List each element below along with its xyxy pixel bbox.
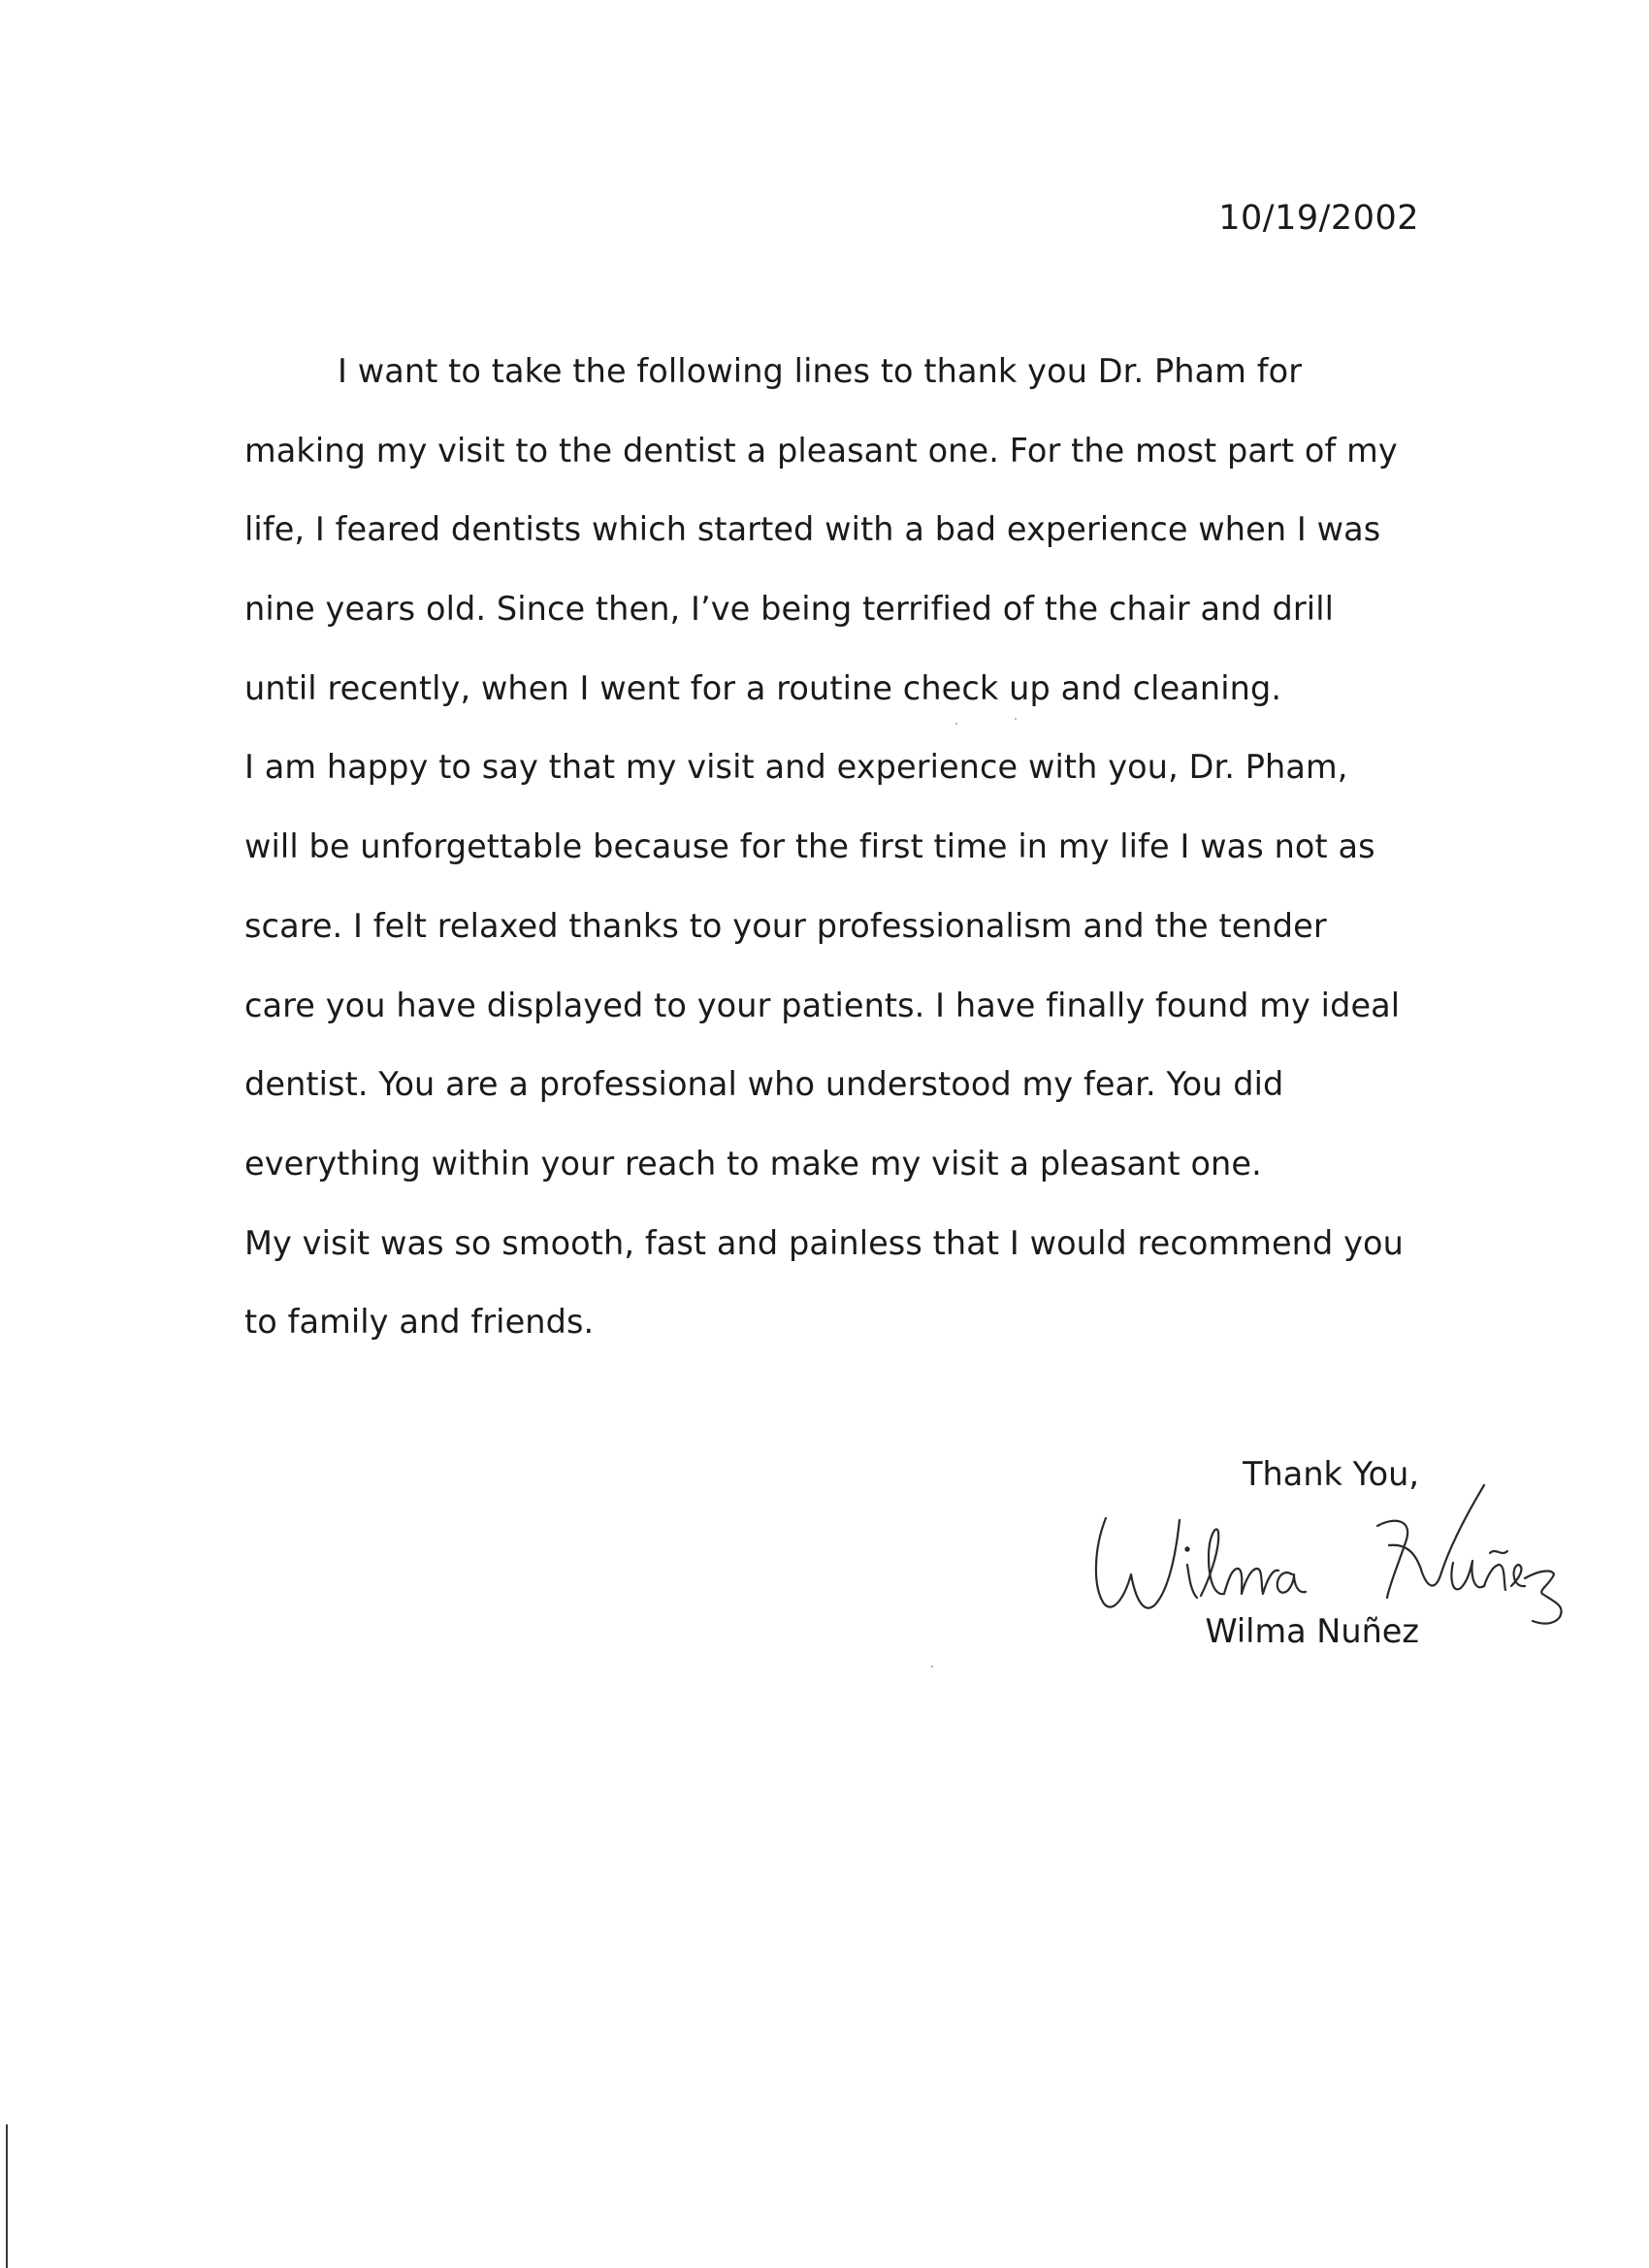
letter-line: care you have displayed to your patients. I have finally found my ideal (244, 986, 1401, 1024)
letter-line: nine years old. Since then, I’ve being terrified of the chair and drill (244, 590, 1335, 629)
letter-line: will be unforgettable because for the first time in my life I was not as (244, 827, 1375, 866)
letter-line: everything within your reach to make my visit a pleasant one. (244, 1144, 1262, 1183)
letter-line: My visit was so smooth, fast and painless that I would recommend you (244, 1223, 1404, 1262)
letter-line: I want to take the following lines to thank you Dr. Pham for (338, 352, 1303, 390)
letter-closing: Thank You, (1243, 1455, 1419, 1493)
letter-line: dentist. You are a professional who understood my fear. You did (244, 1065, 1284, 1104)
scan-speck (955, 723, 957, 725)
letter-line: scare. I felt relaxed thanks to your professionalism and the tender (244, 906, 1327, 945)
letter-line: making my visit to the dentist a pleasant one. For the most part of my (244, 431, 1398, 470)
letter-line: life, I feared dentists which started with a bad experience when I was (244, 510, 1381, 549)
letter-line: to family and friends. (244, 1303, 595, 1342)
letter-body (244, 347, 1438, 1377)
letter-date: 10/19/2002 (1218, 199, 1419, 238)
scan-edge (6, 2124, 8, 2268)
scan-speck (1015, 718, 1017, 720)
printed-name: Wilma Nuñez (1205, 1612, 1419, 1650)
scan-speck (931, 1666, 933, 1668)
letter-line: until recently, when I went for a routine check up and cleaning. (244, 668, 1282, 707)
letter-line: I am happy to say that my visit and experience with you, Dr. Pham, (244, 748, 1348, 787)
